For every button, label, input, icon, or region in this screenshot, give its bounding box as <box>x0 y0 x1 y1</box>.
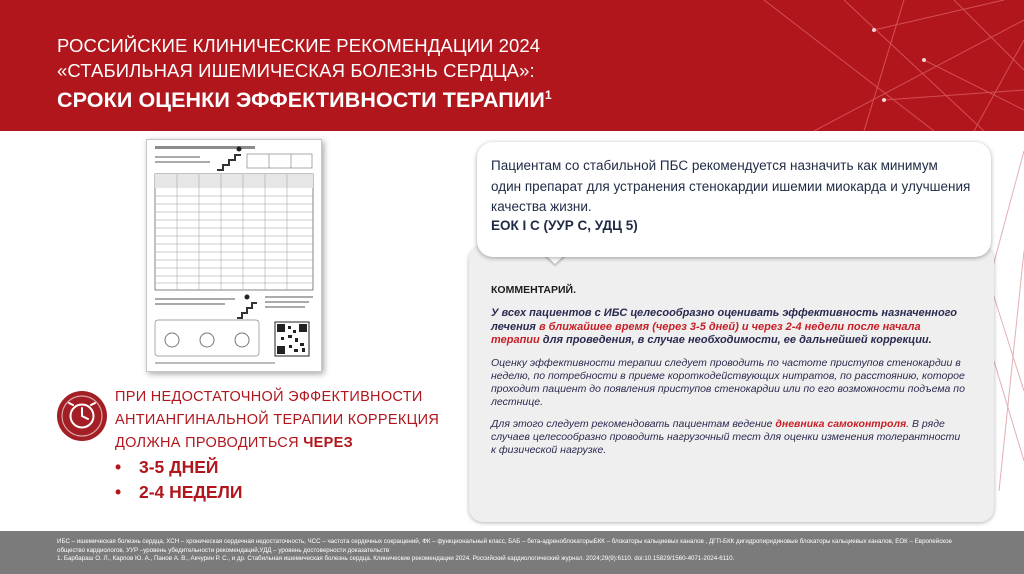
comment-heading: КОММЕНТАРИЙ. <box>491 284 577 296</box>
footer-reference: 1. Барбараш О. Л., Карпов Ю. А., Панов А. В., Акчурин Р. С., и др. Стабильная ишемическая болезнь сердца. Клинические рекомендации 2024. Российский кардиологический журнал. 2024;29(9):6110. doi:10.15829/1560-4071-2024-6110. <box>57 555 735 563</box>
comment-p1-highlight: в ближайшее время (через 3-5 дней) и через 2-4 недели после начала терапии <box>491 320 921 346</box>
footer-text <box>57 538 967 564</box>
comment-paragraph-2: Оценку эффективности терапии следует проводить по частоте приступов стенокардии в неделю, по потребности в приеме короткодействующих нитратов, по расстоянию, которое проходит пациент до появления приступов стенокардии или по его возможности подъема по лестнице. <box>491 356 965 408</box>
title-main: СРОКИ ОЦЕНКИ ЭФФЕКТИВНОСТИ ТЕРАПИИ <box>57 88 545 113</box>
network-lines-decoration <box>724 0 1024 131</box>
title-line-1: РОССИЙСКИЕ КЛИНИЧЕСКИЕ РЕКОМЕНДАЦИИ 2024 <box>57 35 541 56</box>
title-line-3 <box>57 88 552 113</box>
recommendation-grade: ЕОК I C (УУР С, УДЦ 5) <box>491 218 638 233</box>
title-line-2: «СТАБИЛЬНАЯ ИШЕМИЧЕСКАЯ БОЛЕЗНЬ СЕРДЦА»: <box>57 60 535 81</box>
note-line-1: ПРИ НЕДОСТАТОЧНОЙ ЭФФЕКТИВНОСТИ <box>115 389 423 405</box>
self-monitoring-diary-document <box>146 139 322 372</box>
comment-p3-highlight: дневника самоконтроля <box>775 417 907 430</box>
comment-paragraph-3 <box>491 418 966 457</box>
bullet-text: 3-5 ДНЕЙ <box>139 457 219 477</box>
clock-badge <box>57 391 107 441</box>
comment-paragraph-1 <box>491 307 966 348</box>
comment-p3-text-b: . В ряде случаев целесообразно проводить нагрузочный тест для оценки изменения толерантности к физической нагрузке. <box>491 417 961 456</box>
footer-abbreviations: ИБС – ишемическая болезнь сердца, ХСН – хроническая сердечная недостаточность, ЧСС – частота сердечных сокращений, ФК – функциональный класс, БАБ – бета-адреноблокаторыБКК – блокаторы кальциевых каналов , ДГП-БКК дигидропиридиновые блокаторы кальциевых каналов, ЕОК – Европейское общество кардиологов, УУР –уровень убедительности рекомендаций,УДД – уровень достоверности доказательств <box>57 538 952 554</box>
comment-body <box>491 284 966 457</box>
title-footnote-mark: 1 <box>544 88 552 102</box>
recommendation-callout <box>477 142 991 257</box>
bullet-marker: • <box>115 457 122 477</box>
clock-icon <box>57 391 107 441</box>
note-line-3-bold: ЧЕРЕЗ <box>303 435 353 451</box>
bullet-2-4-weeks <box>115 482 242 503</box>
bullet-marker: • <box>115 482 122 502</box>
footer <box>0 531 1024 574</box>
bullet-3-5-days <box>115 457 219 478</box>
comment-p3-text-a: Для этого следует рекомендовать пациентам ведение <box>491 417 776 430</box>
recommendation-text: Пациентам со стабильной ПБС рекомендуется назначить как минимум один препарат для устранения стенокардии ишемии миокарда и улучшения качества жизни. <box>491 158 971 214</box>
comment-p1-text-a: У всех пациентов с ИБС целесообразно оценивать эффективность назначенного лечения <box>491 307 957 333</box>
note-line-3 <box>115 435 353 451</box>
bullet-text: 2-4 НЕДЕЛИ <box>139 482 243 502</box>
comment-p1-text-b: для проведения, в случае необходимости, ее дальнейшей коррекции. <box>539 334 932 346</box>
note-line-2: АНТИАНГИНАЛЬНОЙ ТЕРАПИИ КОРРЕКЦИЯ <box>115 412 440 428</box>
comment-panel <box>469 246 994 522</box>
document-illustration <box>147 140 321 371</box>
header-banner <box>0 0 1024 131</box>
note-line-3-text: ДОЛЖНА ПРОВОДИТЬСЯ <box>115 435 304 451</box>
